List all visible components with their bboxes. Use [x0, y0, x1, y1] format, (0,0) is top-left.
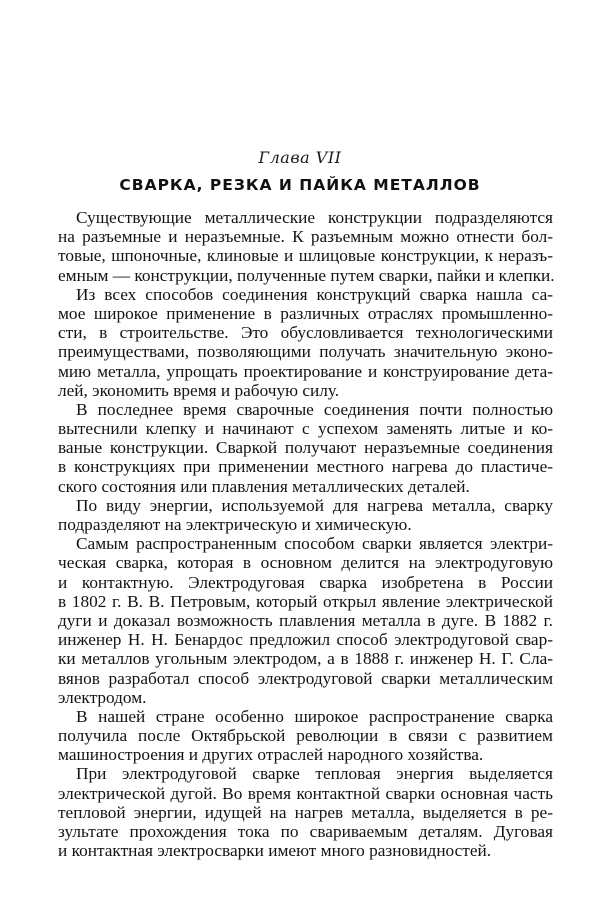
text-line: Существующие металлические конструкции подразделяются	[76, 208, 553, 227]
text-line: машиностроения и других отраслей народного хозяйства.	[58, 745, 484, 765]
text-line: электрической дугой. Во время контактной сварки основная часть	[58, 783, 553, 803]
text-line: дуги и доказал возможность плавления металла в дуге. В 1882 г.	[58, 610, 553, 630]
chapter-title: СВАРКА, РЕЗКА И ПАЙКА МЕТАЛЛОВ	[119, 176, 481, 194]
text-line: в конструкциях при применении местного нагрева до пластиче-	[58, 457, 553, 477]
text-line: вытеснили клепку и начинают с успехом заменять литые и ко-	[58, 419, 553, 439]
text-line: В нашей стране особенно широкое распространение сварка	[76, 706, 553, 726]
text-line: в 1802 г. В. В. Петровым, который открыл явление электрической	[58, 591, 553, 611]
text-line: При электродуговой сварке тепловая энергия выделяется	[76, 764, 553, 784]
text-line: вянов разработал способ электродуговой сварки металлическим	[58, 668, 553, 688]
paragraph	[58, 764, 553, 860]
text-line: лей, экономить время и рабочую силу.	[58, 380, 340, 400]
text-line: Самым распространенным способом сварки является электри-	[76, 534, 553, 554]
text-line: ского состояния или плавления металлических деталей.	[58, 476, 470, 496]
text-line: тепловой энергии, идущей на нагрев металла, выделяется в ре-	[58, 802, 553, 822]
text-line: ки металлов угольным электродом, а в 1888 г. инженер Н. Г. Сла-	[58, 649, 553, 669]
text-line: Из всех способов соединения конструкций сварка нашла са-	[76, 284, 553, 304]
text-line: инженер Н. Н. Бенардос предложил способ электродуговой свар-	[58, 630, 553, 650]
paragraph	[58, 534, 553, 707]
paragraph	[58, 707, 553, 765]
paragraph	[58, 400, 553, 496]
text-line: зультате прохождения тока по свариваемым деталям. Дуговая	[58, 822, 553, 841]
text-line: получила после Октябрьской революции в связи с развитием	[58, 726, 553, 746]
text-line: и контактная электросварки имеют много разновидностей.	[58, 841, 492, 861]
text-line: на разъемные и неразъемные. К разъемным можно отнести бол-	[58, 227, 553, 247]
text-line: мию металла, упрощать проектирование и конструирование дета-	[58, 361, 553, 381]
body-text	[58, 208, 553, 860]
text-line: товые, шпоночные, клиновые и шлицовые конструкции, к неразъ-	[58, 246, 553, 266]
paragraph	[58, 496, 553, 534]
chapter-heading: Глава VII	[258, 148, 342, 167]
text-line: По виду энергии, используемой для нагрева металла, сварку	[76, 495, 553, 515]
text-line: и контактную. Электродуговая сварка изобретена в России	[58, 572, 553, 592]
text-line: емным — конструкции, полученные путем сварки, пайки и клепки.	[58, 265, 555, 285]
text-line: электродом.	[58, 687, 147, 707]
paragraph	[58, 208, 553, 285]
text-line: В последнее время сварочные соединения почти полностью	[76, 399, 553, 419]
text-line: ческая сварка, которая в основном делится на электродуговую	[58, 553, 553, 573]
text-line: ваные конструкции. Сваркой получают неразъемные соединения	[58, 438, 553, 458]
paragraph	[58, 285, 553, 400]
text-line: подразделяют на электрическую и химическую.	[58, 515, 412, 534]
text-line: мое широкое применение в различных отраслях промышленно-	[58, 303, 553, 323]
text-line: преимуществами, позволяющими получать значительную эконо-	[58, 342, 553, 362]
text-line: сти, в строительстве. Это обусловливается технологическими	[58, 323, 553, 343]
